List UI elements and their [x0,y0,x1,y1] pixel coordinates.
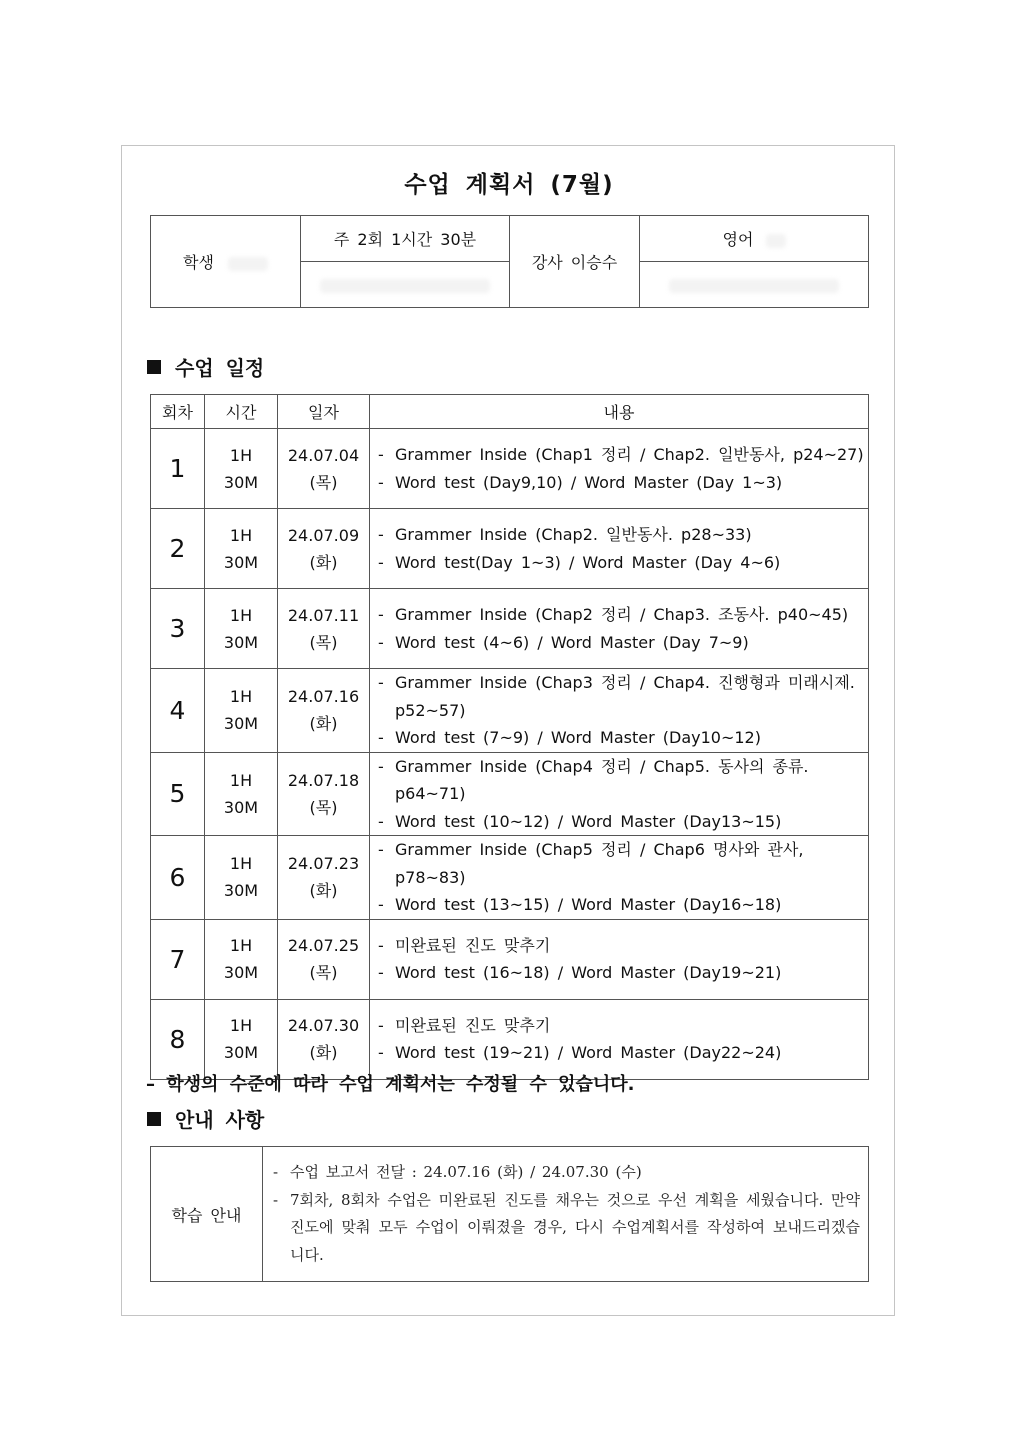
schedule-header-row [151,395,869,429]
guide-line: - 7회차, 8회차 수업은 미완료된 진도를 채우는 것으로 우선 계획을 세웠습니다. 만약 진도에 맞춰 모두 수업이 이뤄졌을 경우, 다시 수업계획서를 작성하여 보내드리겠습니다. [273,1187,860,1270]
redacted-subject-detail [766,234,786,248]
redacted-cell-left [301,262,510,308]
schedule-summary-cell: 주 2회 1시간 30분 [301,216,510,262]
content-line: - Grammer Inside (Chap1 정리 / Chap2. 일반동사, p24~27) [378,441,868,469]
session-time: 1H 30M [205,589,278,669]
content-line: - Grammer Inside (Chap4 정리 / Chap5. 동사의 종류. p64~71) [378,753,868,808]
session-date: 24.07.25 (목) [278,919,370,999]
session-number: 6 [151,836,205,920]
table-row [151,509,869,589]
content-line: - Word test (Day9,10) / Word Master (Day 1~3) [378,469,868,497]
schedule-section-heading: 수업 일정 [147,352,264,381]
teacher-cell: 강사 이승수 [510,216,640,308]
session-number: 5 [151,752,205,836]
session-date: 24.07.11 (목) [278,589,370,669]
session-date: 24.07.04 (목) [278,429,370,509]
session-time: 1H 30M [205,429,278,509]
session-time: 1H 30M [205,919,278,999]
column-header-date: 일자 [278,395,370,429]
session-date: 24.07.09 (화) [278,509,370,589]
session-content [370,589,869,669]
square-bullet-icon [147,360,161,374]
guide-body [263,1147,869,1282]
guide-line: - 수업 보고서 전달 : 24.07.16 (화) / 24.07.30 (수) [273,1159,860,1187]
content-line: - Grammer Inside (Chap5 정리 / Chap6 명사와 관사, p78~83) [378,836,868,891]
table-row [151,589,869,669]
content-line: - 미완료된 진도 맞추기 [378,1012,868,1040]
table-row [151,999,869,1079]
content-line: - Word test (13~15) / Word Master (Day16~18) [378,891,868,919]
session-content [370,509,869,589]
column-header-time: 시간 [205,395,278,429]
redacted-content [669,279,839,293]
session-number: 1 [151,429,205,509]
session-time: 1H 30M [205,752,278,836]
table-row [151,669,869,753]
content-line: - Word test (19~21) / Word Master (Day22~24) [378,1039,868,1067]
content-line: - Grammer Inside (Chap2 정리 / Chap3. 조동사. p40~45) [378,601,868,629]
redacted-student-name [228,257,268,271]
column-header-content: 내용 [370,395,869,429]
session-number: 7 [151,919,205,999]
session-number: 3 [151,589,205,669]
session-content [370,752,869,836]
session-content [370,919,869,999]
session-date: 24.07.23 (화) [278,836,370,920]
square-bullet-icon [147,1112,161,1126]
redacted-cell-right [640,262,869,308]
table-row [151,429,869,509]
info-table [150,215,869,308]
content-line: - Word test (10~12) / Word Master (Day13~15) [378,808,868,836]
student-cell [151,216,301,308]
session-time: 1H 30M [205,999,278,1079]
table-row [151,919,869,999]
revision-note: – 학생의 수준에 따라 수업 계획서는 수정될 수 있습니다. [146,1074,635,1095]
session-content [370,669,869,753]
redacted-content [320,279,490,293]
guide-section-heading: 안내 사항 [147,1104,264,1133]
student-label: 학생 [182,253,214,272]
content-line: - 미완료된 진도 맞추기 [378,932,868,960]
content-line: - Grammer Inside (Chap3 정리 / Chap4. 진행형과 미래시제. p52~57) [378,669,868,724]
session-content [370,836,869,920]
session-number: 8 [151,999,205,1079]
table-row [151,836,869,920]
table-row [151,752,869,836]
session-date: 24.07.18 (목) [278,752,370,836]
schedule-table [150,394,869,1080]
content-line: - Word test (4~6) / Word Master (Day 7~9) [378,629,868,657]
content-line: - Word test (7~9) / Word Master (Day10~12) [378,724,868,752]
subject-label: 영어 [722,230,754,249]
column-header-session: 회차 [151,395,205,429]
guide-label: 학습 안내 [151,1147,263,1282]
session-number: 2 [151,509,205,589]
session-number: 4 [151,669,205,753]
session-content [370,429,869,509]
session-time: 1H 30M [205,509,278,589]
session-time: 1H 30M [205,836,278,920]
session-date: 24.07.30 (화) [278,999,370,1079]
content-line: - Word test (16~18) / Word Master (Day19~21) [378,959,868,987]
guide-table [150,1146,869,1282]
session-date: 24.07.16 (화) [278,669,370,753]
document-title: 수업 계획서 (7월) [404,172,614,198]
content-line: - Word test(Day 1~3) / Word Master (Day 4~6) [378,549,868,577]
session-time: 1H 30M [205,669,278,753]
subject-cell [640,216,869,262]
content-line: - Grammer Inside (Chap2. 일반동사. p28~33) [378,521,868,549]
session-content [370,999,869,1079]
